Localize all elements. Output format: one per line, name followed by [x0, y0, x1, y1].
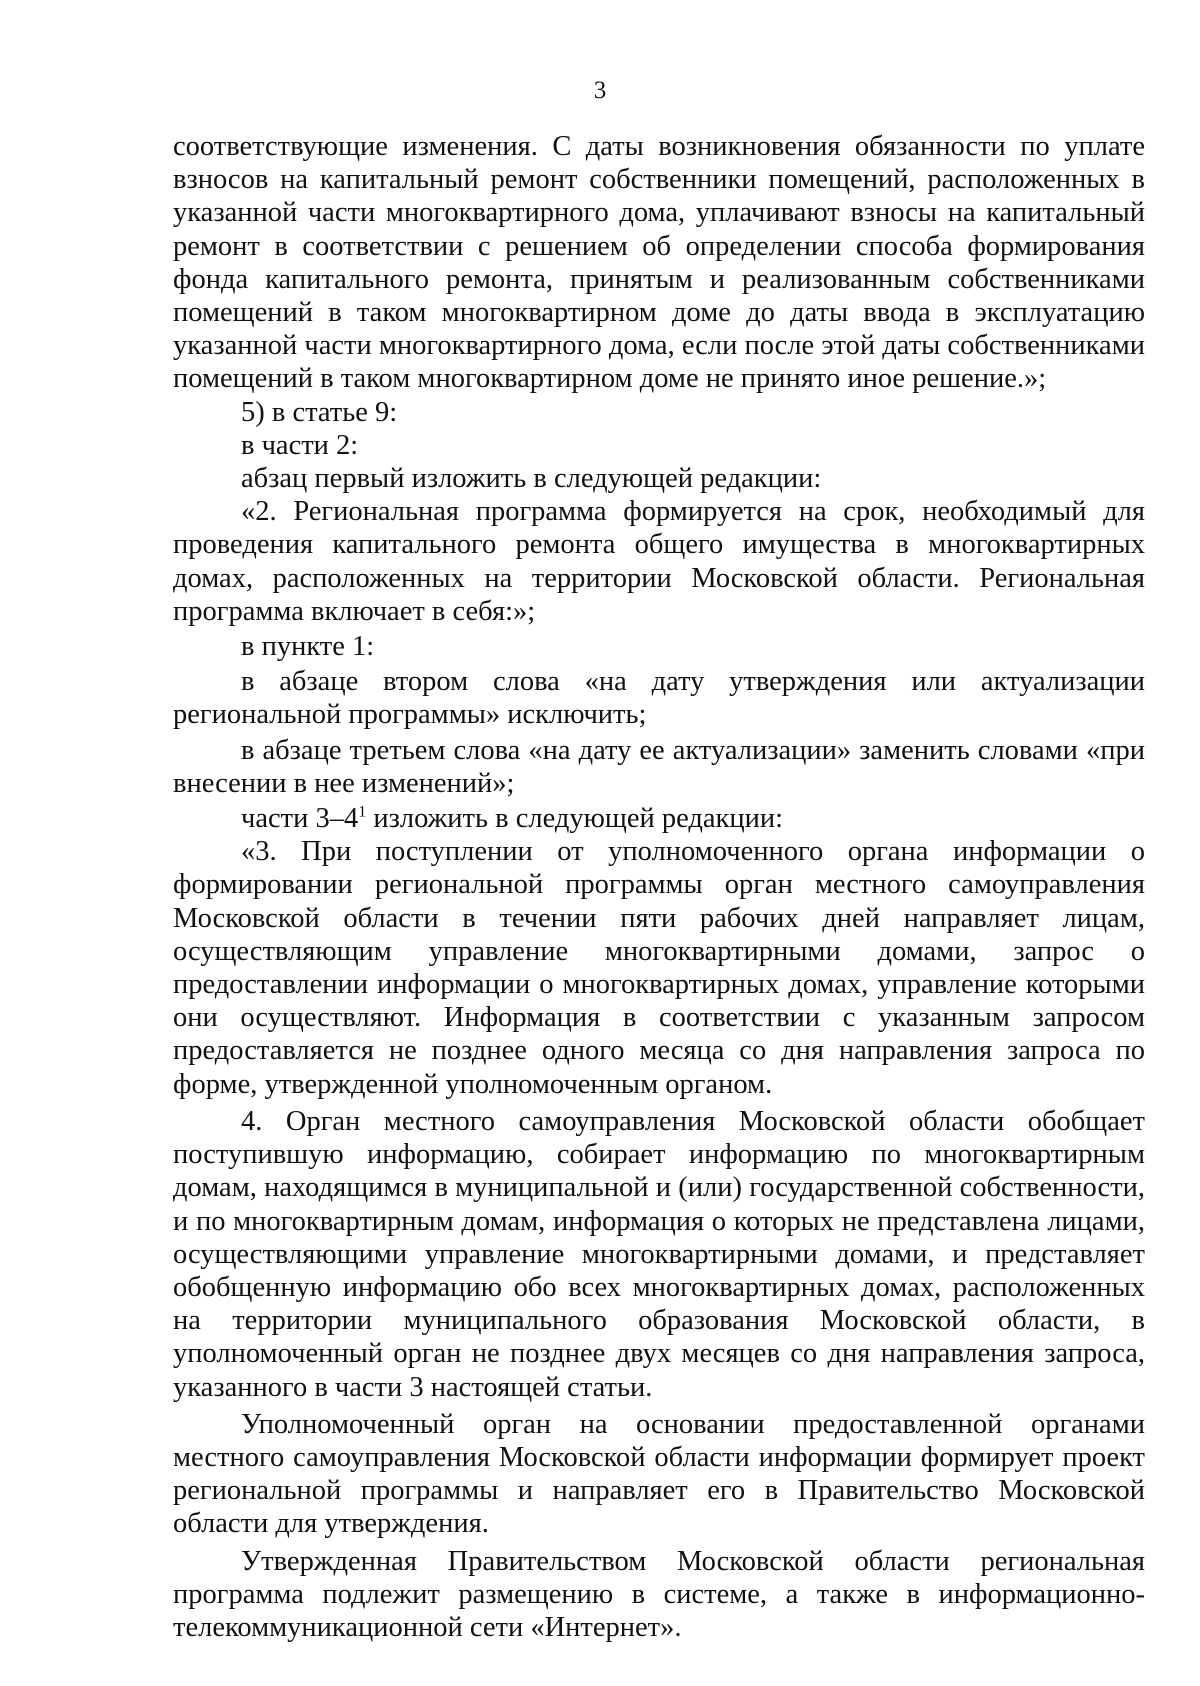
- paragraph-parts-3-4: [173, 802, 1145, 835]
- paragraph-second-abzac: в абзаце втором слова «на дату утверждения или актуализации региональной программы» исключить;: [173, 666, 1145, 731]
- paragraph-third-abzac: в абзаце третьем слова «на дату ее актуализации» заменить словами «при внесении в нее изменений»;: [173, 734, 1145, 799]
- parts-line-after: изложить в следующей редакции:: [366, 803, 784, 835]
- paragraph-part-2: в части 2:: [241, 429, 359, 461]
- paragraph-regional-program: «2. Региональная программа формируется на срок, необходимый для проведения капитального ремонта общего имущества в многоквартирных домах, расположенных на территории Московской области. Региональная программа включает в себя:»;: [173, 496, 1145, 627]
- paragraph-item-5: 5) в статье 9:: [241, 396, 398, 428]
- document-body: [173, 130, 1145, 1644]
- paragraph-part-4: 4. Орган местного самоуправления Московской области обобщает поступившую информацию, собирает информацию по многоквартирным домам, находящимся в муниципальной и (или) государственной собственности, и по многоквартирным домам, информация о которых не представлена лицами, осуществляющими управление многоквартирными домами, и представляет обобщенную информацию обо всех многоквартирных домах, расположенных на территории муниципального образования Московской области, в уполномоченный орган не позднее двух месяцев со дня направления запроса, указанного в части 3 настоящей статьи.: [173, 1105, 1145, 1403]
- paragraph-part-3: «3. При поступлении от уполномоченного органа информации о формировании региональной программы орган местного самоуправления Московской области в течении пяти рабочих дней направляет лицам, осуществляющим управление многоквартирными домами, запрос о предоставлении информации о многоквартирных домах, управление которыми они осуществляют. Информация в соответствии с указанным запросом предоставляется не позднее одного месяца со дня направления запроса по форме, утвержденной уполномоченным органом.: [173, 836, 1145, 1100]
- paragraph-authorized-body: Уполномоченный орган на основании предоставленной органами местного самоуправления Московской области информации формирует проект региональной программы и направляет его в Правительство Московской области для утверждения.: [173, 1408, 1145, 1540]
- paragraph-point-1: в пункте 1:: [241, 631, 375, 663]
- parts-line-before: части 3–4: [241, 803, 359, 835]
- parts-line-superscript: 1: [358, 803, 367, 821]
- paragraph-continuation: соответствующие изменения. С даты возникновения обязанности по уплате взносов на капитальный ремонт собственники помещений, расположенных в указанной части многоквартирного дома, уплачивают взносы на капитальный ремонт в соответствии с решением об определении способа формирования фонда капитального ремонта, принятым и реализованным собственниками помещений в таком многоквартирном доме до даты ввода в эксплуатацию указанной части многоквартирного дома, если после этой даты собственниками помещений в таком многоквартирном доме не принято иное решение.»;: [173, 131, 1145, 395]
- page-number: 3: [593, 77, 607, 104]
- paragraph-first-abzac: абзац первый изложить в следующей редакции:: [241, 463, 822, 495]
- paragraph-approved-program: Утвержденная Правительством Московской области региональная программа подлежит размещению в системе, а также в информационно-телекоммуникационной сети «Интернет».: [173, 1545, 1145, 1643]
